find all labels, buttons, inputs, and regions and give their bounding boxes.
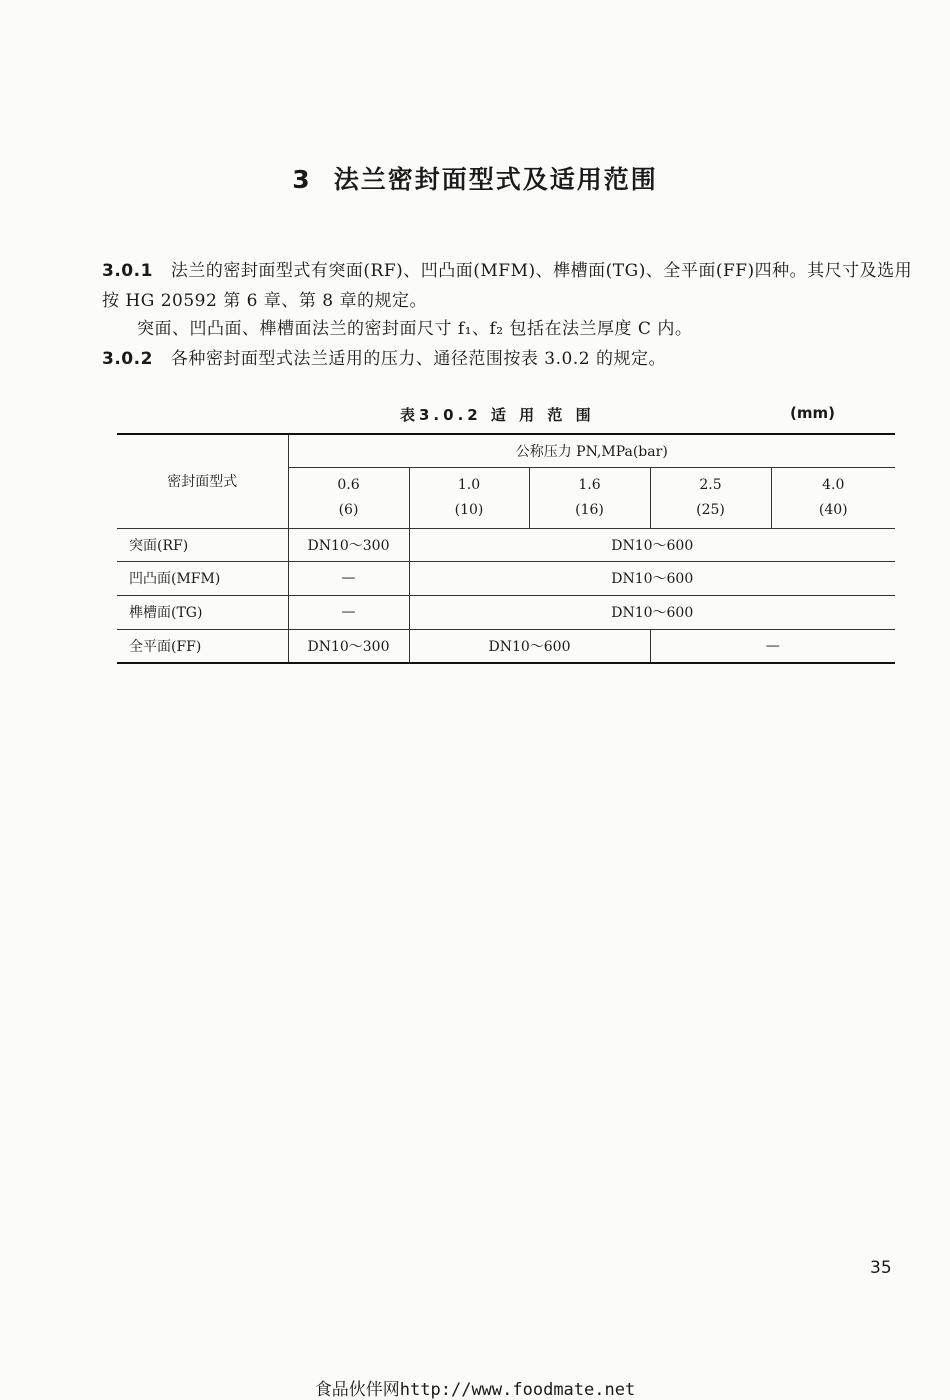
table-row <box>117 595 895 629</box>
row-type: 凹凸面(MFM) <box>117 561 288 595</box>
table-row <box>117 629 895 663</box>
cell-pn06: DN10～300 <box>288 528 409 561</box>
clause-text: 各种密封面型式法兰适用的压力、通径范围按表 3.0.2 的规定。 <box>170 349 666 369</box>
header-pressure-group: 公称压力 PN,MPa(bar) <box>288 434 895 467</box>
cell-range: DN10～600 <box>409 561 895 595</box>
section-title <box>0 160 950 196</box>
cell-pn06: — <box>288 561 409 595</box>
header-pressure-4: 4.0 (40) <box>771 467 895 528</box>
row-type: 突面(RF) <box>117 528 288 561</box>
section-number: 3 <box>292 165 312 194</box>
header-pressure-0: 0.6 (6) <box>288 467 409 528</box>
cell-range: DN10～600 <box>409 528 895 561</box>
table-unit: (mm) <box>790 404 835 422</box>
section-title-text: 法兰密封面型式及适用范围 <box>333 165 658 194</box>
clause-text: 突面、凹凸面、榫槽面法兰的密封面尺寸 f₁、f₂ 包括在法兰厚度 C 内。 <box>137 319 693 339</box>
table-caption: 表3.0.2 适 用 范 围 <box>400 406 595 424</box>
clause-3-0-1 <box>102 256 917 316</box>
clause-number: 3.0.1 <box>102 261 153 281</box>
table-row <box>117 561 895 595</box>
scope-table <box>117 433 895 664</box>
clause-3-0-2 <box>102 344 917 374</box>
cell-range-high: — <box>650 629 895 663</box>
cell-range-mid: DN10～600 <box>409 629 650 663</box>
footer-watermark: 食品伙伴网http://www.foodmate.net <box>314 1380 636 1400</box>
table-row <box>117 528 895 561</box>
header-pressure-3: 2.5 (25) <box>650 467 771 528</box>
header-pressure-1: 1.0 (10) <box>409 467 529 528</box>
cell-pn06: DN10～300 <box>288 629 409 663</box>
cell-range: DN10～600 <box>409 595 895 629</box>
clause-text: 法兰的密封面型式有突面(RF)、凹凸面(MFM)、榫槽面(TG)、全平面(FF)四种。其尺寸及选用按 HG 20592 第 6 章、第 8 章的规定。 <box>102 261 913 311</box>
page-number: 35 <box>870 1258 892 1278</box>
header-seal-type: 密封面型式 <box>117 434 288 528</box>
row-type: 榫槽面(TG) <box>117 595 288 629</box>
cell-pn06: — <box>288 595 409 629</box>
row-type: 全平面(FF) <box>117 629 288 663</box>
header-pressure-2: 1.6 (16) <box>529 467 650 528</box>
clause-number: 3.0.2 <box>102 349 153 369</box>
clause-note <box>137 314 917 344</box>
